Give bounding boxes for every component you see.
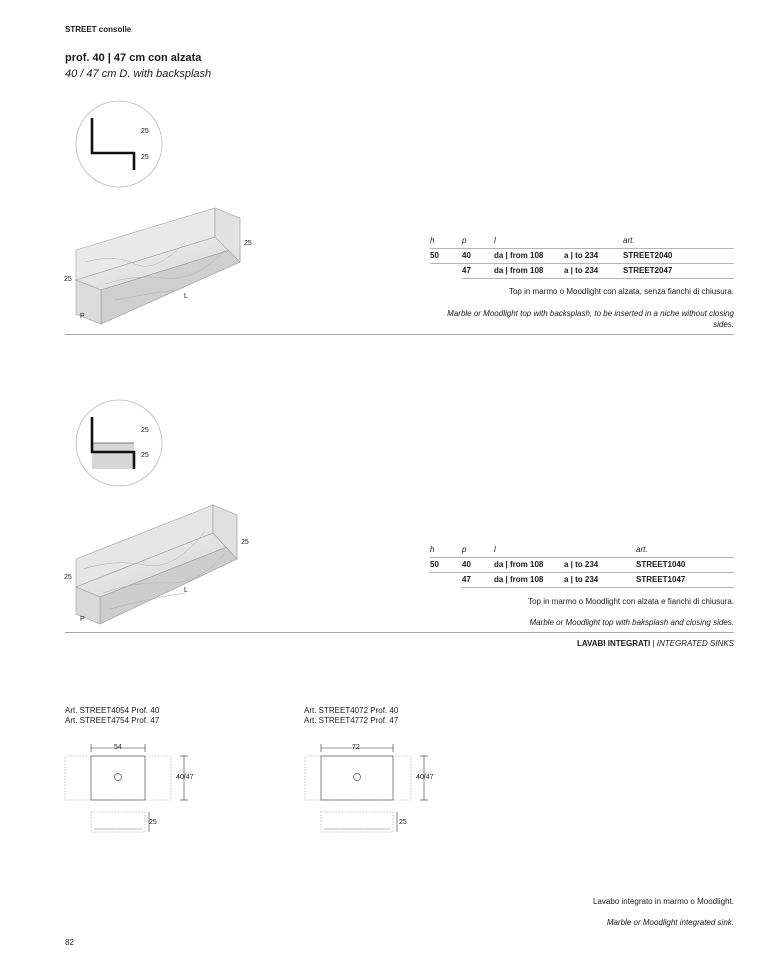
table-row (430, 572, 734, 587)
product-description-it: Top in marmo o Moodlight con alzata, senza fianchi di chiusura. (508, 287, 734, 296)
table-row (430, 263, 734, 278)
col-header-art: art. (636, 545, 734, 557)
col-header-p: p (462, 236, 494, 248)
section-title: prof. 40 | 47 cm con alzata (65, 52, 202, 64)
render-dim-length: L (184, 587, 188, 594)
sink-width-label: 54 (114, 744, 122, 751)
cell-to: a | to 234 (564, 572, 636, 587)
cell-h (430, 572, 462, 587)
sink-height-label: 25 (149, 819, 157, 826)
cell-h: 50 (430, 248, 462, 263)
cell-to: a | to 234 (564, 557, 636, 572)
sink-drawing-2 (302, 740, 442, 840)
col-header-art: art. (623, 236, 734, 248)
render-dim-side: 25 (64, 276, 72, 283)
product-description-it: Top in marmo o Moodlight con alzata e fianchi di chiusura. (528, 597, 734, 606)
cell-art: STREET1040 (636, 557, 734, 572)
cell-p: 40 (462, 248, 494, 263)
product-render-1 (75, 204, 255, 328)
integrated-sinks-header: LAVABI INTEGRATI | INTEGRATED SINKS (576, 639, 734, 648)
table-row (430, 248, 734, 263)
col-header-h: h (430, 545, 462, 557)
cell-h: 50 (430, 557, 462, 572)
col-header-p: p (462, 545, 494, 557)
cell-from: da | from 108 (494, 572, 564, 587)
sink-article-2: Art. STREET4072 Prof. 40 Art. STREET4772 Prof. 47 (304, 706, 399, 725)
cell-art: STREET1047 (636, 572, 734, 587)
section-divider (65, 334, 734, 335)
cell-from: da | from 108 (494, 263, 564, 278)
sink-drawing-1 (62, 740, 202, 840)
col-header-to (564, 236, 623, 248)
render-dim-side: 25 (64, 574, 72, 581)
cell-art: STREET2047 (623, 263, 734, 278)
render-dim-depth: P (80, 616, 85, 623)
sink-depth-label: 40/47 (176, 774, 194, 781)
detail-dim-upper: 25 (141, 427, 149, 434)
cell-from: da | from 108 (494, 557, 564, 572)
cell-h (430, 263, 462, 278)
cell-to: a | to 234 (564, 248, 623, 263)
product-render-2 (75, 503, 245, 627)
table-row (430, 557, 734, 572)
cell-p: 47 (462, 572, 494, 587)
render-dim-top: 25 (244, 240, 252, 247)
col-header-l: l (494, 545, 564, 557)
catalog-section-title: STREET consolle (65, 25, 132, 34)
render-dim-length: L (184, 293, 188, 300)
sink-width-label: 72 (352, 744, 360, 751)
col-header-l: l (494, 236, 564, 248)
spec-table-2 (430, 545, 734, 588)
cell-to: a | to 234 (564, 263, 623, 278)
cell-from: da | from 108 (494, 248, 564, 263)
product-description-en: Marble or Moodlight top with baksplash and closing sides. (529, 618, 734, 627)
page-number: 82 (65, 938, 74, 947)
detail-dim-upper: 25 (141, 128, 149, 135)
sink-depth-label: 40/47 (416, 774, 434, 781)
product-description-en: Marble or Moodlight top with backsplash, to be inserted in a niche without closing sides. (447, 309, 734, 329)
col-header-h: h (430, 236, 462, 248)
detail-dim-lower: 25 (141, 154, 149, 161)
col-header-to (564, 545, 636, 557)
cell-p: 47 (462, 263, 494, 278)
sink-height-label: 25 (399, 819, 407, 826)
sink-description-it: Lavabo integrato in marmo o Moodlight. (593, 897, 734, 906)
cell-p: 40 (462, 557, 494, 572)
render-dim-top: 25 (241, 539, 249, 546)
sink-article-1: Art. STREET4054 Prof. 40 Art. STREET4754 Prof. 47 (65, 706, 160, 725)
sink-description-en: Marble or Moodlight integrated sink. (606, 918, 734, 927)
section-divider (65, 632, 734, 633)
detail-dim-lower: 25 (141, 452, 149, 459)
section-subtitle: 40 / 47 cm D. with backsplash (65, 68, 212, 80)
spec-table-1 (430, 236, 734, 279)
render-dim-depth: P (80, 313, 85, 320)
cell-art: STREET2040 (623, 248, 734, 263)
detail-circle-2 (75, 399, 163, 487)
detail-circle-1 (75, 100, 163, 188)
